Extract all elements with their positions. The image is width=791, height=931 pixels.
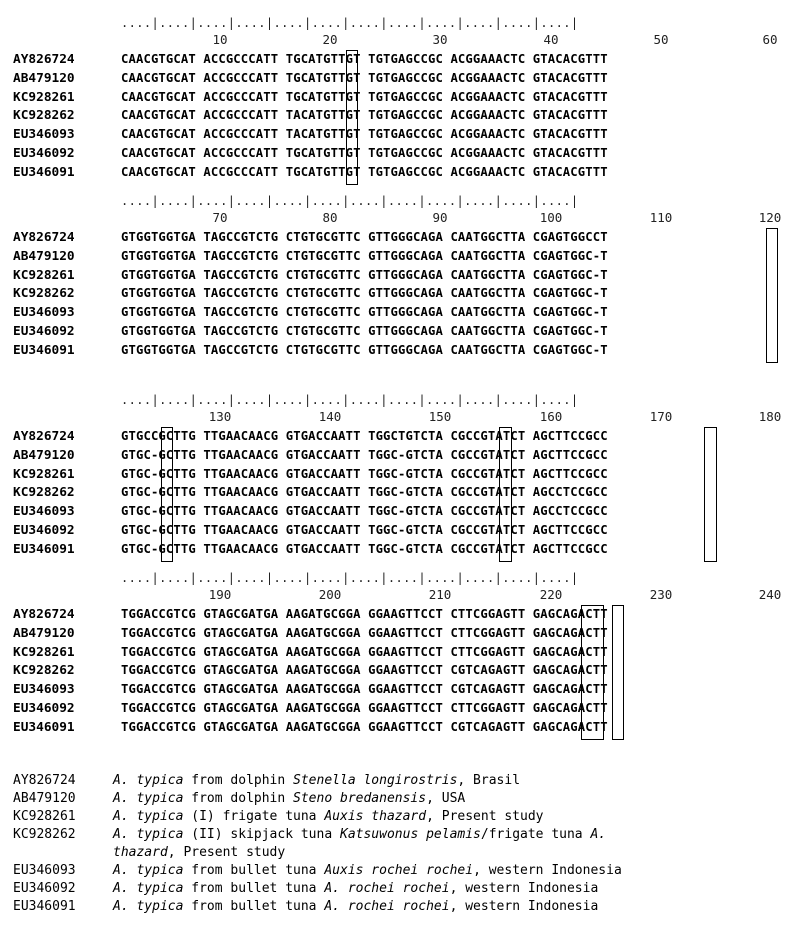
- position-number: 220: [539, 587, 563, 602]
- variable-site-box: [766, 228, 778, 363]
- position-numbers: [0, 587, 791, 603]
- species-name: A. typica: [113, 899, 184, 914]
- position-number: 200: [318, 587, 342, 602]
- description-text: (II) skipjack tuna: [183, 827, 340, 842]
- sequence-text: GTGC-GCTTG TTGAACAACG GTGACCAATT TGGC-GTCTA CGCCGTATCT AGCTTCCGCC: [121, 541, 608, 556]
- accession-label: EU346093: [13, 504, 75, 520]
- sequence-text: TGGACCGTCG GTAGCGATGA AAGATGCGGA GGAAGTTCCT CTTCGGAGTT GAGCAGACTT: [121, 701, 608, 715]
- position-number: 30: [432, 32, 448, 47]
- alignment-block: [0, 573, 791, 745]
- sequence-text: GTGC-GCTTG TTGAACAACG GTGACCAATT TGGC-GTCTA CGCCGTATCT AGCCTCCGCC: [121, 485, 608, 500]
- sequence-text: GTGC-GCTTG TTGAACAACG GTGACCAATT TGGC-GTCTA CGCCGTATCT AGCTTCCGCC: [121, 447, 608, 462]
- position-number: 60: [762, 32, 778, 47]
- variable-site-box: [704, 427, 716, 562]
- position-number: 50: [653, 32, 669, 47]
- description-text: from bullet tuna: [183, 863, 325, 878]
- species-name: A. rochei rochei: [324, 899, 450, 914]
- accession-label: AB479120: [13, 70, 75, 86]
- species-name: Auxis thazard: [324, 809, 427, 824]
- sequence-text: GTGC-GCTTG TTGAACAACG GTGACCAATT TGGC-GTCTA CGCCGTATCT AGCCTCCGCC: [121, 504, 608, 519]
- description-text: , western Indonesia: [449, 881, 599, 896]
- accession-label: EU346092: [13, 324, 75, 339]
- position-number: 20: [322, 32, 338, 47]
- legend-description: [113, 772, 520, 790]
- sequence-text: CAACGTGCAT ACCGCCCATT TGCATGTTGT TGTGAGCCGC ACGGAAACTC GTACACGTTT: [121, 70, 608, 85]
- sequence-text: TGGACCGTCG GTAGCGATGA AAGATGCGGA GGAAGTTCCT CGTCAGAGTT GAGCAGACTT: [121, 719, 608, 734]
- species-name: thazard: [113, 845, 168, 860]
- sequence-text: GTGGTGGTGA TAGCCGTCTG CTGTGCGTTC GTTGGGCAGA CAATGGCTTA CGAGTGGC-T: [121, 324, 608, 338]
- accession-label: AB479120: [13, 248, 75, 264]
- sequence-text: GTGCCGCTTG TTGAACAACG GTGACCAATT TGGCTGTCTA CGCCGTATCT AGCTTCCGCC: [121, 429, 608, 443]
- species-name: Stenella longirostris: [293, 773, 458, 788]
- sequence-text: TGGACCGTCG GTAGCGATGA AAGATGCGGA GGAAGTTCCT CTTCGGAGTT GAGCAGACTT: [121, 607, 608, 621]
- position-number: 170: [649, 409, 673, 424]
- species-name: Steno bredanensis: [293, 791, 427, 806]
- legend-accession: KC928262: [13, 827, 76, 842]
- variable-site-box: [581, 605, 604, 740]
- accession-label: EU346091: [13, 342, 75, 358]
- accession-label: KC928262: [13, 485, 75, 501]
- position-number: 10: [212, 32, 228, 47]
- legend-accession: EU346091: [13, 899, 76, 914]
- accession-label: EU346093: [13, 127, 75, 143]
- accession-label: KC928262: [13, 286, 75, 302]
- sequence-text: GTGGTGGTGA TAGCCGTCTG CTGTGCGTTC GTTGGGCAGA CAATGGCTTA CGAGTGGC-T: [121, 342, 608, 357]
- alignment-block: [0, 196, 791, 368]
- legend-accession: KC928261: [13, 809, 76, 824]
- accession-label: EU346092: [13, 701, 75, 716]
- description-text: , USA: [426, 791, 466, 806]
- legend-description: [113, 880, 598, 898]
- position-number: 160: [539, 409, 563, 424]
- sequence-text: GTGGTGGTGA TAGCCGTCTG CTGTGCGTTC GTTGGGCAGA CAATGGCTTA CGAGTGGC-T: [121, 286, 608, 301]
- sequence-text: CAACGTGCAT ACCGCCCATT TGCATGTTGT TGTGAGCCGC ACGGAAACTC GTACACGTTT: [121, 164, 608, 179]
- sequence-text: CAACGTGCAT ACCGCCCATT TACATGTTGT TGTGAGCCGC ACGGAAACTC GTACACGTTT: [121, 108, 608, 123]
- alignment-block: [0, 395, 791, 567]
- position-ruler: ....|....|....|....|....|....|....|....|....|....|....|....|: [121, 571, 579, 585]
- position-number: 180: [758, 409, 782, 424]
- variable-site-box: [346, 50, 358, 185]
- legend-accession: AB479120: [13, 791, 76, 806]
- species-name: A. rochei rochei: [324, 881, 450, 896]
- accession-label: AY826724: [13, 52, 75, 67]
- position-number: 210: [428, 587, 452, 602]
- sequence-text: CAACGTGCAT ACCGCCCATT TACATGTTGT TGTGAGCCGC ACGGAAACTC GTACACGTTT: [121, 127, 608, 142]
- description-text: , western Indonesia: [449, 899, 599, 914]
- accession-label: AY826724: [13, 429, 75, 444]
- sequence-text: GTGGTGGTGA TAGCCGTCTG CTGTGCGTTC GTTGGGCAGA CAATGGCTTA CGAGTGGC-T: [121, 305, 608, 320]
- position-number: 140: [318, 409, 342, 424]
- legend-description: [113, 898, 598, 916]
- position-number: 120: [758, 210, 782, 225]
- position-number: 230: [649, 587, 673, 602]
- alignment-block: [0, 18, 791, 190]
- accession-label: KC928261: [13, 267, 75, 283]
- position-number: 110: [649, 210, 673, 225]
- accession-label: EU346092: [13, 523, 75, 538]
- sequence-text: TGGACCGTCG GTAGCGATGA AAGATGCGGA GGAAGTTCCT CTTCGGAGTT GAGCAGACTT: [121, 644, 608, 659]
- accession-label: EU346091: [13, 541, 75, 557]
- sequence-text: GTGGTGGTGA TAGCCGTCTG CTGTGCGTTC GTTGGGCAGA CAATGGCTTA CGAGTGGC-T: [121, 248, 608, 263]
- variable-site-box: [161, 427, 173, 562]
- sequence-text: CAACGTGCAT ACCGCCCATT TGCATGTTGT TGTGAGCCGC ACGGAAACTC GTACACGTTT: [121, 89, 608, 104]
- position-number: 40: [543, 32, 559, 47]
- position-number: 100: [539, 210, 563, 225]
- description-text: from dolphin: [183, 773, 294, 788]
- species-name: A. typica: [113, 863, 184, 878]
- position-number: 70: [212, 210, 228, 225]
- position-number: 190: [208, 587, 232, 602]
- sequence-text: TGGACCGTCG GTAGCGATGA AAGATGCGGA GGAAGTTCCT CGTCAGAGTT GAGCAGACTT: [121, 682, 608, 697]
- description-text: , Present study: [426, 809, 544, 824]
- sequence-text: GTGC-GCTTG TTGAACAACG GTGACCAATT TGGC-GTCTA CGCCGTATCT AGCTTCCGCC: [121, 466, 608, 481]
- species-name: A. typica: [113, 827, 184, 842]
- legend-accession: EU346092: [13, 881, 76, 896]
- accession-label: AY826724: [13, 230, 75, 245]
- position-number: 240: [758, 587, 782, 602]
- description-text: (I) frigate tuna: [183, 809, 325, 824]
- sequence-text: TGGACCGTCG GTAGCGATGA AAGATGCGGA GGAAGTTCCT CTTCGGAGTT GAGCAGACTT: [121, 625, 608, 640]
- description-text: from bullet tuna: [183, 899, 325, 914]
- species-name: A. typica: [113, 773, 184, 788]
- accession-label: EU346093: [13, 305, 75, 321]
- position-numbers: [0, 210, 791, 226]
- accession-label: EU346093: [13, 682, 75, 698]
- accession-label: AB479120: [13, 447, 75, 463]
- accession-label: EU346091: [13, 164, 75, 180]
- sequence-text: CAACGTGCAT ACCGCCCATT TGCATGTTGT TGTGAGCCGC ACGGAAACTC GTACACGTTT: [121, 146, 608, 160]
- legend-accession: AY826724: [13, 773, 76, 788]
- description-text: , Present study: [167, 845, 286, 860]
- position-ruler: ....|....|....|....|....|....|....|....|....|....|....|....|: [121, 393, 579, 407]
- position-numbers: [0, 32, 791, 48]
- legend-description: [113, 808, 544, 826]
- sequence-text: GTGGTGGTGA TAGCCGTCTG CTGTGCGTTC GTTGGGCAGA CAATGGCTTA CGAGTGGC-T: [121, 267, 608, 282]
- accession-label: KC928262: [13, 108, 75, 124]
- description-text: from dolphin: [183, 791, 294, 806]
- position-ruler: ....|....|....|....|....|....|....|....|....|....|....|....|: [121, 194, 579, 208]
- position-number: 90: [432, 210, 448, 225]
- species-name: A.: [590, 827, 607, 842]
- description-text: , western Indonesia: [473, 863, 622, 878]
- legend-description: [113, 844, 285, 862]
- legend-description: [113, 862, 622, 880]
- description-text: from bullet tuna: [183, 881, 325, 896]
- accession-label: KC928261: [13, 644, 75, 660]
- legend-description: [113, 790, 465, 808]
- accession-label: KC928262: [13, 663, 75, 679]
- species-name: A. typica: [113, 791, 184, 806]
- position-number: 150: [428, 409, 452, 424]
- species-name: Katsuwonus pelamis: [340, 827, 481, 842]
- variable-site-box: [612, 605, 624, 740]
- species-name: A. typica: [113, 809, 184, 824]
- variable-site-box: [499, 427, 511, 562]
- sequence-text: GTGC-GCTTG TTGAACAACG GTGACCAATT TGGC-GTCTA CGCCGTATCT AGCTTCCGCC: [121, 523, 608, 537]
- position-number: 80: [322, 210, 338, 225]
- sequence-text: CAACGTGCAT ACCGCCCATT TGCATGTTGT TGTGAGCCGC ACGGAAACTC GTACACGTTT: [121, 52, 608, 66]
- sequence-text: TGGACCGTCG GTAGCGATGA AAGATGCGGA GGAAGTTCCT CGTCAGAGTT GAGCAGACTT: [121, 663, 608, 678]
- position-ruler: ....|....|....|....|....|....|....|....|....|....|....|....|: [121, 16, 579, 30]
- position-numbers: [0, 409, 791, 425]
- position-number: 130: [208, 409, 232, 424]
- accession-label: EU346092: [13, 146, 75, 161]
- description-text: /frigate tuna: [480, 827, 591, 842]
- legend-description: [113, 826, 606, 844]
- accession-label: KC928261: [13, 466, 75, 482]
- description-text: , Brasil: [457, 773, 521, 788]
- accession-label: AB479120: [13, 625, 75, 641]
- accession-label: KC928261: [13, 89, 75, 105]
- legend-accession: EU346093: [13, 863, 76, 878]
- species-name: A. typica: [113, 881, 184, 896]
- accession-label: AY826724: [13, 607, 75, 622]
- species-name: Auxis rochei rochei: [324, 863, 474, 878]
- accession-label: EU346091: [13, 719, 75, 735]
- sequence-text: GTGGTGGTGA TAGCCGTCTG CTGTGCGTTC GTTGGGCAGA CAATGGCTTA CGAGTGGCCT: [121, 230, 608, 244]
